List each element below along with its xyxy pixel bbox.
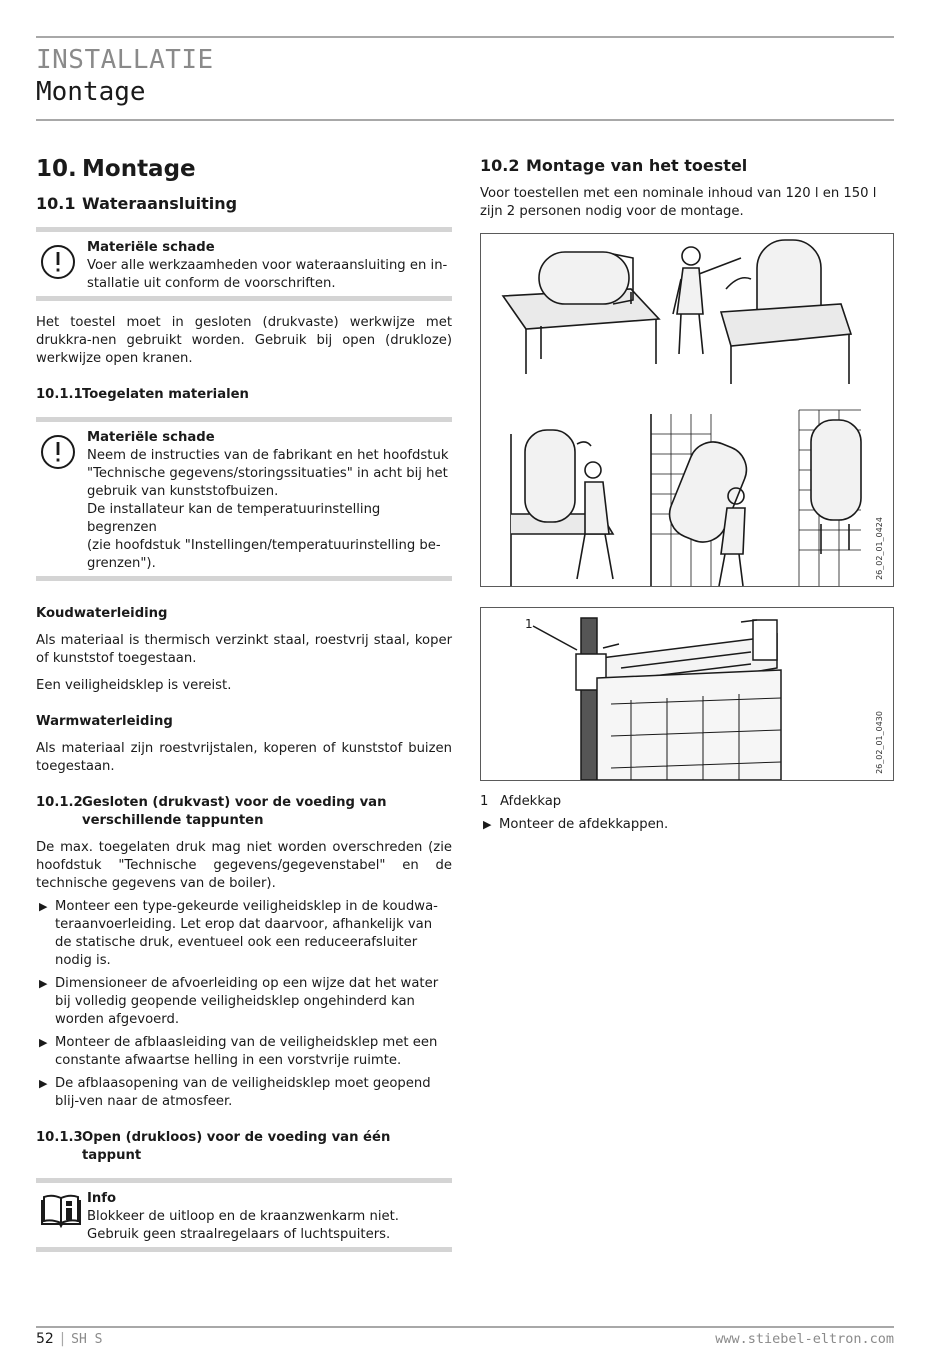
list-item: ▶ Monteer de afdekkappen. [483, 817, 669, 832]
section-title: Open (drukloos) voor de voeding van één tappunt [82, 1130, 391, 1163]
notice-text: "Technische gegevens/storingssituaties" in acht bij het [87, 466, 448, 481]
section-title: Montage van het toestel [526, 156, 748, 175]
notice-text: gebruik van kunststofbuizen. [87, 484, 279, 499]
section-title: Gesloten (drukvast) voor de voeding van verschillende tappunten [82, 795, 387, 828]
figure-mounting-illustration [480, 233, 894, 587]
notice-text: stallatie uit conform de voorschriften. [87, 276, 336, 291]
paragraph: Als materiaal zijn roestvrijstalen, koperen of kunststof buizen toegestaan. [36, 741, 452, 774]
notice-text: grenzen"). [87, 556, 156, 571]
footer-separator: | [58, 1331, 67, 1347]
mounting-illustration-image [481, 234, 893, 586]
product-name: SH S [71, 1332, 103, 1347]
triangle-right-icon: ▶ [39, 1036, 48, 1049]
left-column [36, 150, 452, 1252]
website-url: www.stiebel-eltron.com [715, 1331, 894, 1347]
paragraph: Een veiligheidsklep is vereist. [36, 678, 232, 693]
section-number: 10.1.2 [36, 795, 83, 810]
notice-text: Gebruik geen straalregelaars of luchtspuiters. [87, 1227, 391, 1242]
triangle-right-icon: ▶ [39, 977, 48, 990]
section-number: 10. [36, 156, 77, 182]
exclamation-circle-icon [40, 244, 76, 286]
notice-text: Neem de instructies van de fabrikant en het hoofdstuk [87, 448, 449, 463]
section-number: 10.2 [480, 156, 520, 175]
cover-cap-illustration-image [481, 608, 893, 780]
notice-title: Info [87, 1191, 117, 1206]
step-list [36, 898, 452, 1111]
notice-text: Voer alle werkzaamheden voor wateraansluiting en in- [87, 258, 448, 273]
section-heading-10-1-1 [36, 386, 452, 404]
subheading-cold-water: Koudwaterleiding [36, 606, 168, 621]
right-column [480, 150, 894, 839]
list-item: ▶ Monteer de afblaasleiding van de veiligheidsklep met een constante afwaartse helling in een vorstvrije ruimte. [39, 1035, 438, 1068]
chapter-title: INSTALLATIE [36, 45, 214, 75]
subheading-warm-water: Warmwaterleiding [36, 714, 173, 729]
chapter-subtitle: Montage [36, 77, 146, 107]
header-bottom-rule [36, 119, 894, 121]
section-title: Toegelaten materialen [82, 387, 249, 402]
figure-cover-cap-illustration [480, 607, 894, 781]
list-item: ▶ Monteer een type-gekeurde veiligheidsklep in de koudwa-teraanvoerleiding. Let erop dat daarvoor, afhankelijk van de statische druk, eventueel ook een reduceerafsluiter nodig is. [39, 899, 438, 968]
section-number: 10.1.1 [36, 387, 83, 402]
section-title: Wateraansluiting [82, 194, 238, 213]
paragraph: Voor toestellen met een nominale inhoud van 120 l en 150 l zijn 2 personen nodig voor de montage. [480, 186, 877, 219]
list-item: ▶ De afblaasopening van de veiligheidsklep moet geopend blij-ven naar de atmosfeer. [39, 1076, 431, 1109]
notice-text: Blokkeer de uitloop en de kraanzwenkarm niet. [87, 1209, 399, 1224]
section-title: Montage [82, 156, 196, 182]
section-heading-10-1-3 [36, 1129, 452, 1165]
info-notice [36, 1178, 452, 1252]
figure-code: 26_02_01_0424 [875, 517, 884, 580]
legend-number: 1 [480, 794, 489, 809]
footer-page-info [36, 1330, 102, 1349]
section-heading-10 [36, 154, 452, 184]
section-number: 10.1 [36, 194, 76, 213]
paragraph: Het toestel moet in gesloten (drukvaste) werkwijze met drukkra-nen gebruikt worden. Gebruik bij open (drukloze) werkwijze open kranen. [36, 315, 452, 366]
step-list [480, 816, 894, 834]
paragraph: De max. toegelaten druk mag niet worden overschreden (zie hoofdstuk "Technische gegevens/gegevenstabel" en de technische gegevens van de boiler). [36, 840, 452, 891]
info-book-icon [40, 1192, 82, 1234]
footer-rule [36, 1326, 894, 1328]
figure-legend [480, 793, 894, 811]
top-rule [36, 36, 894, 38]
legend-text: Afdekkap [500, 794, 562, 809]
exclamation-circle-icon [40, 434, 76, 476]
paragraph: Als materiaal is thermisch verzinkt staal, roestvrij staal, koper of kunststof toegestaan. [36, 633, 452, 666]
triangle-right-icon: ▶ [483, 818, 492, 831]
figure-code: 26_02_01_0430 [875, 711, 884, 774]
section-heading-10-1 [36, 193, 452, 215]
page-number: 52 [36, 1331, 54, 1347]
notice-title: Materiële schade [87, 240, 215, 255]
warning-notice [36, 417, 452, 581]
warning-notice [36, 227, 452, 301]
section-heading-10-1-2 [36, 794, 452, 830]
list-item: ▶ Dimensioneer de afvoerleiding op een wijze dat het water bij volledig geopende veiligheidsklep ongehinderd kan worden afgevoerd. [39, 976, 439, 1027]
callout-number: 1 [525, 617, 533, 631]
section-number: 10.1.3 [36, 1130, 83, 1145]
notice-title: Materiële schade [87, 430, 215, 445]
notice-text: (zie hoofdstuk "Instellingen/temperatuurinstelling be- [87, 538, 441, 553]
triangle-right-icon: ▶ [39, 900, 48, 913]
notice-text: De installateur kan de temperatuurinstelling begrenzen [87, 502, 381, 535]
section-heading-10-2 [480, 155, 894, 177]
triangle-right-icon: ▶ [39, 1077, 48, 1090]
